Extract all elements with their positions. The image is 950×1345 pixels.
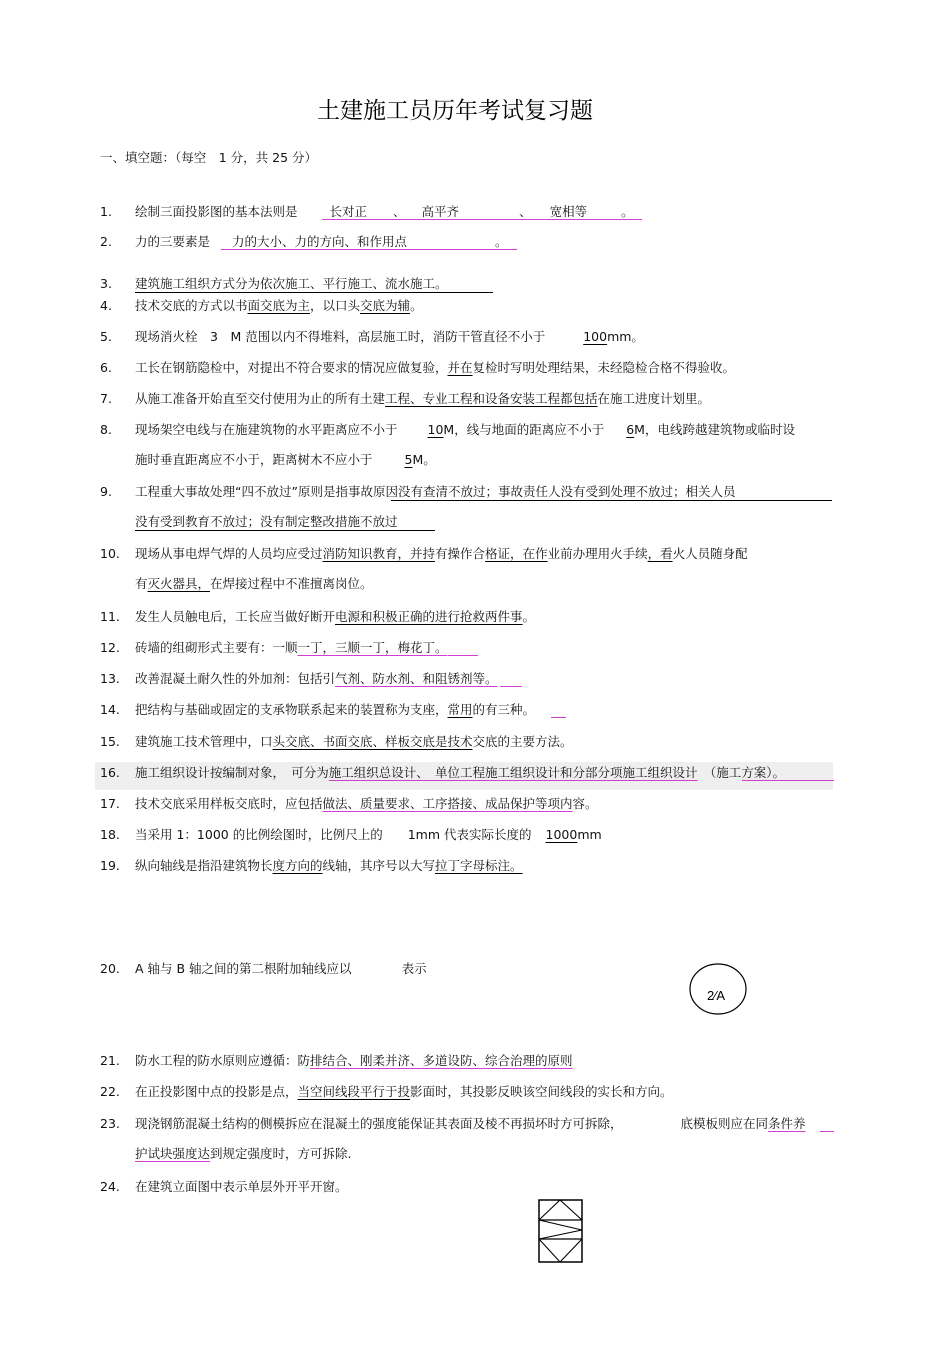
question-number: 5.: [100, 329, 112, 344]
question-end: 。: [522, 609, 536, 624]
question-text: [135, 606, 535, 628]
question-prompt: 技术交底采用样板交底时，应包括: [135, 796, 323, 811]
question-number: 9.: [100, 484, 112, 499]
question-text: [135, 357, 735, 379]
separator: 、: [519, 204, 532, 219]
question-mid: 底模板则应在同: [680, 1116, 769, 1131]
question-end: 。: [410, 298, 423, 313]
answer-underline: [135, 292, 493, 293]
question-prompt: 工程重大事故处理“四不放过”原则是指事故: [135, 484, 373, 499]
question-prompt: 纵向轴线是指沿建筑物长: [135, 858, 273, 873]
question-6: [0, 357, 950, 379]
answer-a: 做法、质量要求、工序搭接、成品保护等项内: [322, 796, 573, 811]
question-end: 表示: [401, 961, 427, 976]
question-text: [135, 1113, 806, 1135]
question-number: 22.: [100, 1084, 120, 1099]
question-end: 。: [621, 204, 634, 219]
question-prompt: A 轴与 B 轴之间的第二根附加轴线应以: [135, 961, 352, 976]
question-number: 21.: [100, 1053, 120, 1068]
question-number: 12.: [100, 640, 120, 655]
question-number: 3.: [100, 276, 112, 291]
answer-a: 10: [427, 422, 444, 437]
question-number: 14.: [100, 702, 120, 717]
question-mid: 业前办理用火手续: [547, 546, 648, 561]
question-prompt: 现场从事电焊气焊的人员均应受过: [135, 546, 323, 561]
question-text: [135, 295, 423, 317]
question-text: [135, 419, 795, 441]
answer-b: 拉丁字母标注。: [435, 858, 523, 873]
question-end: mm。: [607, 329, 644, 344]
question-text: [135, 762, 785, 784]
question-end: M。: [412, 452, 436, 467]
question-number: 18.: [100, 827, 120, 842]
question-text: [135, 855, 523, 877]
question-number: 6.: [100, 360, 112, 375]
answer-underline: [322, 219, 642, 220]
question-text: [135, 793, 598, 815]
axis-circle-icon: [689, 962, 749, 1016]
answer-underline: [135, 530, 435, 531]
question-text: [135, 699, 535, 721]
question-number: 17.: [100, 796, 120, 811]
question-number: 2.: [100, 234, 112, 249]
question-prompt: 技术交底的方式以书: [135, 298, 248, 313]
question-17: [0, 793, 950, 815]
question-prompt: 当采用 1：1000 的比例绘图时，比例尺上的 1mm 代表实际长度的: [135, 827, 532, 842]
question-number: 23.: [100, 1116, 120, 1131]
question-text: [135, 668, 498, 690]
answer-a-continued: 没有受到教育不放过；没有制定整改措施不放过: [135, 514, 398, 529]
question-8-line-2: [135, 449, 436, 471]
question-prompt: 力的三要素是: [135, 234, 211, 249]
question-text: [135, 388, 710, 410]
question-4: [0, 295, 950, 317]
question-end: 复检时写明处理结果，未经隐检合格不得验收。: [472, 360, 736, 375]
separator: 、: [393, 204, 406, 219]
question-mid: 有操作合: [435, 546, 486, 561]
answer-a: 并在: [447, 360, 473, 375]
answer-b: 格证，在作: [485, 546, 548, 561]
answer-a: 工程、专业工程和设备安装工程都包括: [385, 391, 598, 406]
answer-a: 电源和积极正确的进行抢救两件事: [335, 609, 523, 624]
question-text: [135, 958, 427, 980]
answer-a: 当空间线段平行于投: [297, 1084, 411, 1099]
question-prompt: 在正投影图中点的投影是点，: [135, 1084, 298, 1099]
answer-b: 高平齐: [421, 204, 460, 219]
question-21: [0, 1050, 950, 1072]
axis-symbol-label: 2⁄A: [707, 988, 726, 1003]
question-14: [0, 699, 950, 721]
answer-underline: [221, 249, 517, 250]
question-text: [135, 1050, 573, 1072]
question-text: 建筑施工组织方式分为依次施工、平行施工、流水施工。: [135, 276, 448, 291]
question-18: [0, 824, 950, 846]
answer-a: 长对正: [329, 204, 368, 219]
answer-underline: [448, 655, 478, 656]
question-prompt: 发生人员触电后，工长应当做好断开: [135, 609, 336, 624]
question-8: [0, 419, 950, 441]
answer-a: 施工组织总设计、 单位工程施工组织设计和分部分项施工组织设计: [328, 765, 698, 780]
question-end: 到规定强度时，方可拆除.: [210, 1146, 352, 1161]
answer-underline: [500, 686, 522, 687]
question-prompt: 改善混凝土耐久性的外加剂：包括引: [135, 671, 336, 686]
answer-underline: [820, 1131, 834, 1132]
question-number: 8.: [100, 422, 112, 437]
answer-a: 消防知识教育，并持: [322, 546, 436, 561]
question-15: [0, 731, 950, 753]
question-text: [135, 1081, 673, 1103]
question-10: [0, 543, 950, 565]
question-13: [0, 668, 950, 690]
answer-c: ，看: [647, 546, 673, 561]
question-11: [0, 606, 950, 628]
question-prompt: 从施工准备开始直至交付使用为止的所有土建: [135, 391, 386, 406]
question-number: 4.: [100, 298, 112, 313]
question-end: M，电线跨越建筑物或临时设: [634, 422, 795, 437]
question-end: 的有三种。: [472, 702, 536, 717]
answer-underline: [551, 717, 566, 718]
question-number: 24.: [100, 1179, 120, 1194]
page-title: 土建施工员历年考试复习题: [317, 98, 593, 124]
question-prompt: 施时垂直距离应不小于，距离树木不应小于: [135, 452, 373, 467]
question-prompt: 工长在钢筋隐检中，对提出不符合要求的情况应做复验，: [135, 360, 448, 375]
question-prompt: 有: [135, 576, 148, 591]
question-prompt: 施工组织设计按编制对象， 可分为: [135, 765, 329, 780]
question-22: [0, 1081, 950, 1103]
question-end: mm: [577, 827, 602, 842]
question-end: 容。: [572, 796, 598, 811]
answer-underline: [742, 780, 834, 781]
answer-a: 一丁，三顺一丁，梅花丁。: [297, 640, 448, 655]
answer-a: 条件养: [768, 1116, 806, 1131]
question-5: [0, 326, 950, 348]
question-text: 在建筑立面图中表示单层外开平开窗。: [135, 1179, 348, 1194]
answer-a: 1000: [545, 827, 578, 842]
answer-a: 气剂、防水剂、和阻锈剂等。: [335, 671, 498, 686]
question-text: [135, 543, 748, 565]
question-mid: M，线与地面的距离应不小于: [443, 422, 605, 437]
question-end: 影面时，其投影反映该空间线段的实长和方向。: [410, 1084, 673, 1099]
question-text: [135, 824, 602, 846]
question-end: 在施工进度计划里。: [597, 391, 711, 406]
answer-a: 常用: [447, 702, 473, 717]
answer-a: 100: [583, 329, 608, 344]
answer-a: 度方向的: [272, 858, 323, 873]
question-10-line-2: [135, 573, 373, 595]
section-heading: 一、填空题：（每空 1 分，共 25 分）: [100, 150, 318, 165]
question-end: 火人员随身配: [672, 546, 748, 561]
question-prompt: 建筑施工技术管理中，口: [135, 734, 273, 749]
question-number: 16.: [100, 765, 120, 780]
question-number: 20.: [100, 961, 120, 976]
answer-a: 原因没有查清不放过；事故责任人没有受到处理不放过；相关人员: [372, 484, 736, 499]
question-mid: ，以口头: [310, 298, 361, 313]
axis-symbol: [689, 962, 749, 1019]
question-number: 15.: [100, 734, 120, 749]
question-20: [0, 958, 950, 980]
question-24: [0, 1176, 950, 1198]
question-end: 交底的主要方法。: [472, 734, 573, 749]
question-19: [0, 855, 950, 877]
question-prompt: 防水工程的防水原则应遵循：防: [135, 1053, 311, 1068]
window-symbol: [537, 1198, 585, 1267]
question-number: 19.: [100, 858, 120, 873]
question-23-line-2: [135, 1143, 352, 1165]
question-prompt: 把结构与基础或固定的支承物联系起来的装置称为支座，: [135, 702, 448, 717]
answer-a-continued: 护试块强度达: [135, 1146, 211, 1161]
answer-b: 交底为辅: [360, 298, 411, 313]
answer-c: 宽相等: [549, 204, 588, 219]
question-prompt: 现场架空电线与在施建筑物的水平距离应不小于: [135, 422, 398, 437]
question-number: 13.: [100, 671, 120, 686]
answer-c: 5: [404, 452, 413, 467]
question-end: （施工方案）。: [697, 765, 786, 780]
question-prompt: 砖墙的组砌形式主要有：一顺: [135, 640, 298, 655]
casement-window-icon: [537, 1198, 585, 1264]
question-7: [0, 388, 950, 410]
question-number: 7.: [100, 391, 112, 406]
question-prompt: 现场消火栓 3 M 范围以内不得堆料，高层施工时，消防干管直径不小于: [135, 329, 546, 344]
question-prompt: 绘制三面投影图的基本法则是: [135, 204, 298, 219]
question-text: [135, 731, 573, 753]
question-23: [0, 1113, 950, 1135]
question-text: [135, 326, 644, 348]
question-number: 10.: [100, 546, 120, 561]
answer-a: 头交底、书面交底、样板交底是技术: [272, 734, 473, 749]
question-mid: 线轴，其序号以大写: [322, 858, 436, 873]
answer-a: 力的大小、力的方向、和作用点: [232, 234, 408, 249]
answer-underline: [391, 500, 832, 501]
answer-a: 面交底为主: [247, 298, 311, 313]
question-text: [135, 637, 448, 659]
answer-a: 排结合、刚柔并济、多道设防、综合治理的原则: [310, 1053, 573, 1068]
answer-d: 灭火器具，: [147, 576, 211, 591]
question-number: 1.: [100, 204, 112, 219]
question-end: 。: [495, 234, 508, 249]
question-end: 在焊接过程中不准擅离岗位。: [210, 576, 373, 591]
answer-b: 6: [626, 422, 635, 437]
question-number: 11.: [100, 609, 120, 624]
question-prompt: 现浇钢筋混凝土结构的侧模拆应在混凝土的强度能保证其表面及棱不再损坏时方可拆除，: [135, 1116, 623, 1131]
